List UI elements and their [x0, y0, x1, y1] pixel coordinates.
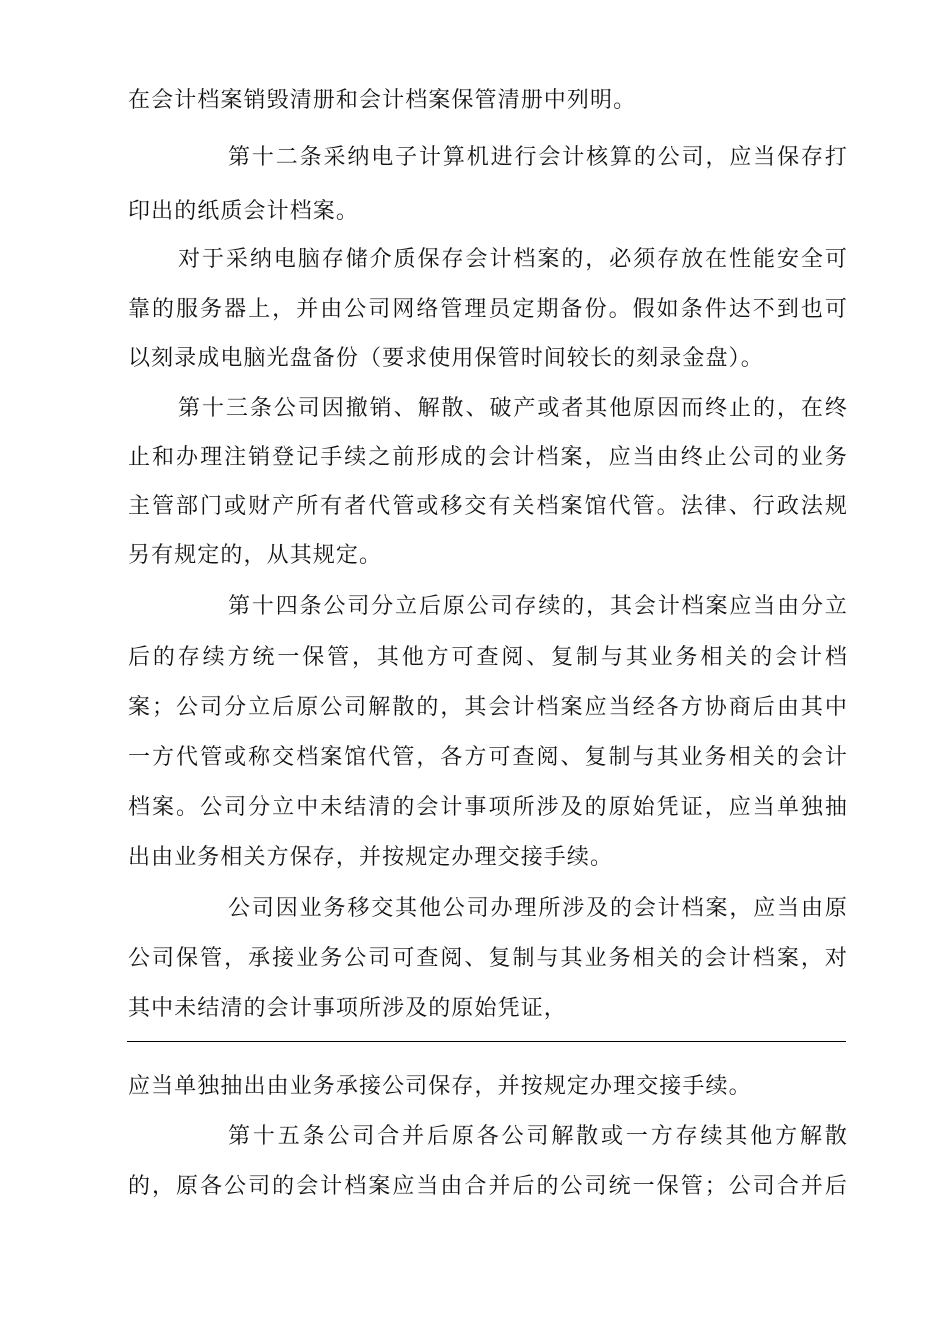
- text-line: 在会计档案销毁清册和会计档案保管清册中列明。: [128, 88, 637, 113]
- text-line: 一方代管或称交档案馆代管，各方可查阅、复制与其业务相关的会计: [128, 745, 848, 770]
- text-line: 印出的纸质会计档案。: [128, 199, 360, 224]
- text-line: 另有规定的，从其规定。: [128, 543, 383, 568]
- text-line: 主管部门或财产所有者代管或移交有关档案馆代管。法律、行政法规: [128, 494, 848, 519]
- text-line: 公司保管，承接业务公司可查阅、复制与其业务相关的会计档案，对: [128, 946, 848, 971]
- text-line: 档案。公司分立中未结清的会计事项所涉及的原始凭证，应当单独抽: [128, 795, 848, 820]
- text-line: 第十四条公司分立后原公司存续的，其会计档案应当由分立: [228, 594, 848, 619]
- text-line: 其中未结清的会计事项所涉及的原始凭证，: [128, 996, 567, 1021]
- text-line: 应当单独抽出由业务承接公司保存，并按规定办理交接手续。: [128, 1074, 752, 1099]
- text-line: 案；公司分立后原公司解散的，其会计档案应当经各方协商后由其中: [128, 695, 848, 720]
- text-line: 第十二条采纳电子计算机进行会计核算的公司，应当保存打: [228, 145, 848, 170]
- text-line: 止和办理注销登记手续之前形成的会计档案，应当由终止公司的业务: [128, 445, 848, 470]
- text-line: 靠的服务器上，并由公司网络管理员定期备份。假如条件达不到也可: [128, 297, 848, 322]
- text-line: 公司因业务移交其他公司办理所涉及的会计档案，应当由原: [228, 896, 848, 921]
- text-line: 出由业务相关方保存，并按规定办理交接手续。: [128, 845, 614, 870]
- text-line: 以刻录成电脑光盘备份（要求使用保管时间较长的刻录金盘）。: [128, 346, 764, 371]
- text-line: 对于采纳电脑存储介质保存会计档案的，必须存放在性能安全可: [178, 247, 848, 272]
- page-divider: [127, 1041, 846, 1042]
- text-line: 第十三条公司因撤销、解散、破产或者其他原因而终止的，在终: [178, 396, 848, 421]
- text-line: 的，原各公司的会计档案应当由合并后的公司统一保管；公司合并后: [128, 1174, 848, 1199]
- text-line: 后的存续方统一保管，其他方可查阅、复制与其业务相关的会计档: [128, 645, 848, 670]
- text-line: 第十五条公司合并后原各公司解散或一方存续其他方解散: [228, 1124, 848, 1149]
